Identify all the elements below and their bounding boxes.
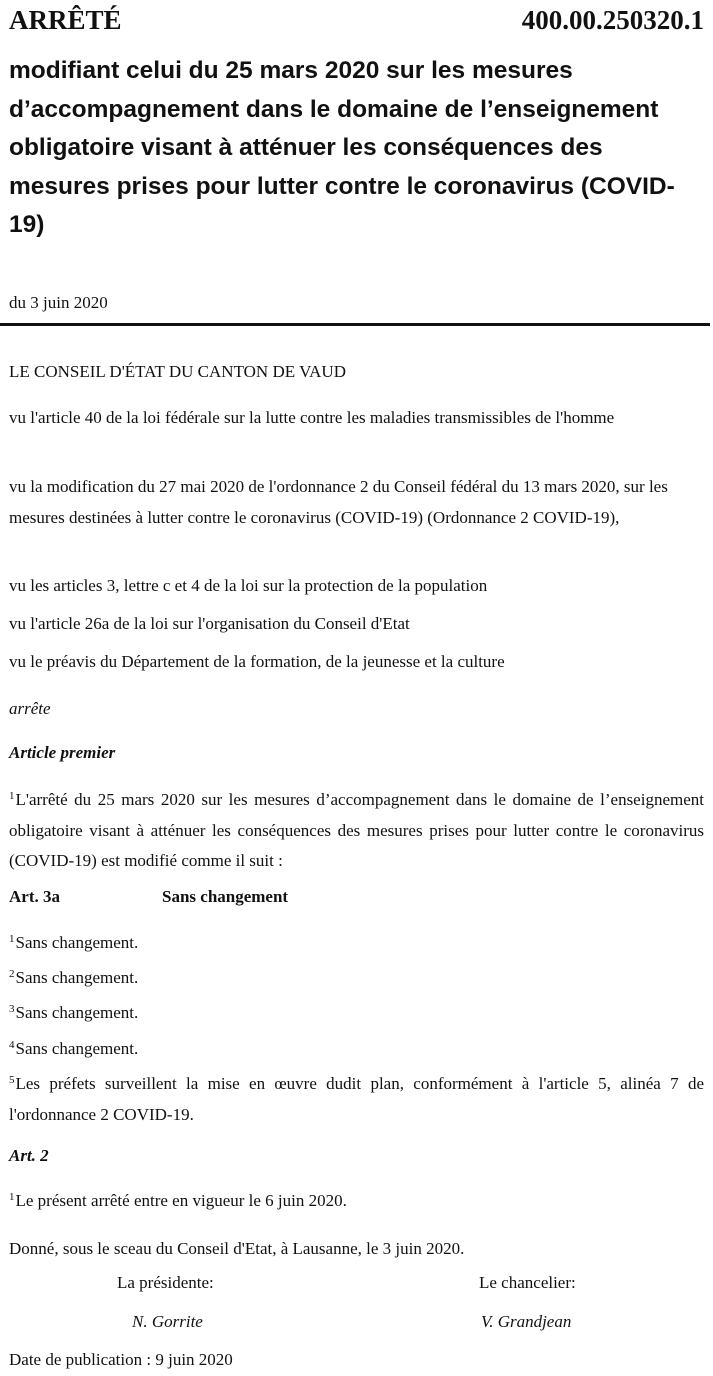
alinea-text: L'arrêté du 25 mars 2020 sur les mesures d’accompagnement dans le domaine de l’enseignement obligatoire visant à atténuer les conséquences des mesures prises pour lutter contre le coronavirus (COVID-19) est modifié comme il suit : <box>9 790 704 870</box>
chancellor-name: V. Grandjean <box>481 1312 572 1331</box>
alinea-text: Les préfets surveillent la mise en œuvre dudit plan, conformément à l'article 5, alinéa 7 de l'ordonnance 2 COVID-19. <box>9 1074 704 1124</box>
alinea-number: 1 <box>9 790 15 802</box>
alinea-text: Sans changement. <box>15 1039 139 1058</box>
document-type: ARRÊTÉ <box>9 5 122 35</box>
alinea-text: Sans changement. <box>15 933 139 952</box>
art3a-label: Art. 3a <box>9 887 60 906</box>
issuing-authority: LE CONSEIL D'ÉTAT DU CANTON DE VAUD <box>9 362 346 381</box>
considerant-1: vu l'article 40 de la loi fédérale sur la lutte contre les maladies transmissibles de l'homme <box>9 408 615 427</box>
art3a-alinea-5 <box>9 1069 704 1130</box>
considerant-3: vu les articles 3, lettre c et 4 de la loi sur la protection de la population <box>9 576 488 595</box>
art2-heading: Art. 2 <box>9 1146 49 1165</box>
document-date: du 3 juin 2020 <box>9 293 108 312</box>
considerant-4: vu l'article 26a de la loi sur l'organisation du Conseil d'Etat <box>9 614 410 633</box>
art3a-alinea-1 <box>9 928 704 959</box>
alinea-number: 1 <box>9 1191 15 1203</box>
publication-date: Date de publication : 9 juin 2020 <box>9 1350 233 1369</box>
alinea-text: Le présent arrêté entre en vigueur le 6 juin 2020. <box>15 1191 347 1210</box>
alinea-number: 3 <box>9 1003 15 1015</box>
considerant-5: vu le préavis du Département de la formation, de la jeunesse et la culture <box>9 652 505 671</box>
president-name: N. Gorrite <box>132 1312 203 1331</box>
considerant-2: vu la modification du 27 mai 2020 de l'ordonnance 2 du Conseil fédéral du 13 mars 2020, sur les mesures destinées à lutter contre le coronavirus (COVID-19) (Ordonnance 2 COVID-19), <box>9 477 668 527</box>
alinea-number: 5 <box>9 1074 15 1086</box>
document-title: modifiant celui du 25 mars 2020 sur les mesures d’accompagnement dans le domaine de l’enseignement obligatoire visant à atténuer les conséquences des mesures prises pour lutter contre le coronavirus (COVID-19) <box>9 57 675 238</box>
president-label: La présidente: <box>117 1273 214 1292</box>
document-number: 400.00.250320.1 <box>521 5 704 35</box>
art2-alinea-1 <box>9 1186 704 1217</box>
header-divider <box>0 323 710 326</box>
article-premier-heading: Article premier <box>9 743 116 762</box>
art3a-alinea-4 <box>9 1034 704 1065</box>
alinea-number: 4 <box>9 1039 15 1051</box>
article-premier-alinea-1 <box>9 785 704 877</box>
art3a-alinea-3 <box>9 998 704 1029</box>
alinea-number: 1 <box>9 933 15 945</box>
alinea-text: Sans changement. <box>15 1003 139 1022</box>
art3a-subtitle: Sans changement <box>162 887 289 906</box>
alinea-text: Sans changement. <box>15 968 139 987</box>
art3a-alinea-2 <box>9 963 704 994</box>
decision-verb: arrête <box>9 699 51 718</box>
chancellor-label: Le chancelier: <box>479 1273 576 1292</box>
given-statement: Donné, sous le sceau du Conseil d'Etat, à Lausanne, le 3 juin 2020. <box>9 1239 465 1258</box>
alinea-number: 2 <box>9 968 15 980</box>
